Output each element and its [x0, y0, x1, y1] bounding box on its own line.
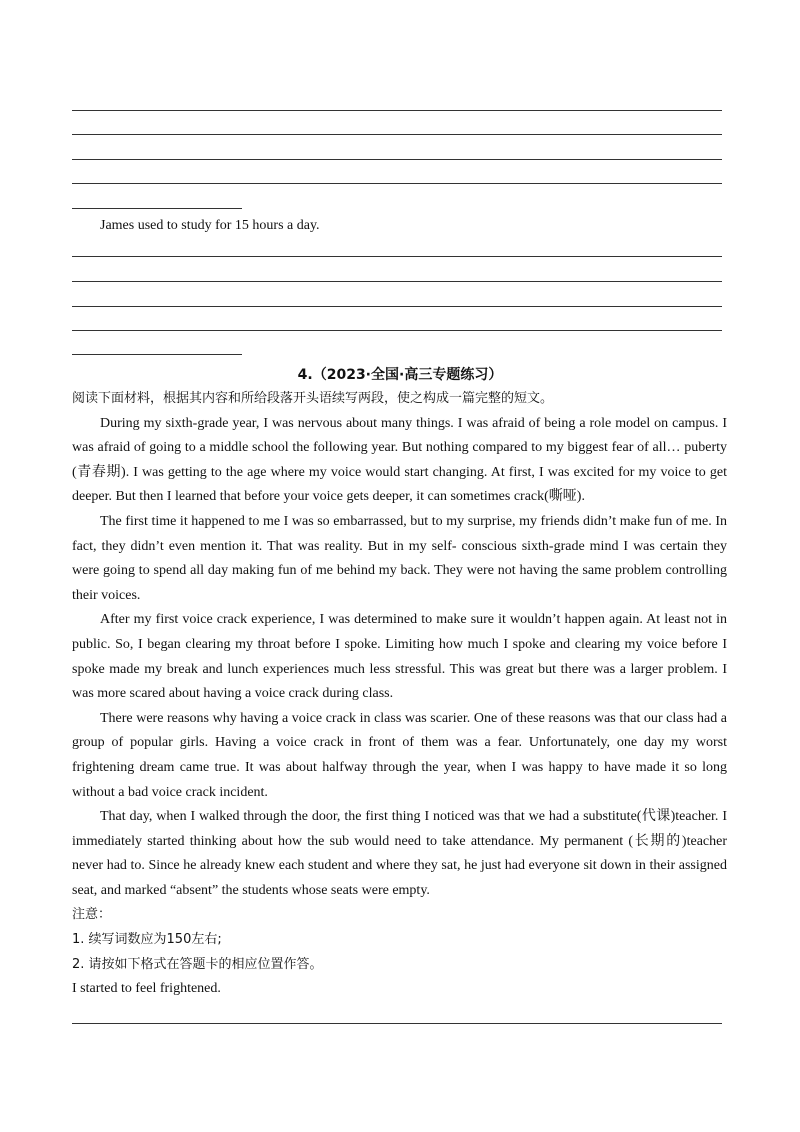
answer-line [72, 1023, 722, 1024]
passage-paragraph: That day, when I walked through the door, the first thing I noticed was that we had a substitute(代课)teacher. I immediately started thinking about how the sub would need to take attendance. My permanent (长期的)teacher never had to. Since he already knew each student and where they sat, he just had everyone sit down in their assigned seat, and marked “absent” the students whose seats were empty. [72, 809, 727, 898]
note-item: 1. 续写词数应为150左右; [72, 932, 222, 948]
answer-line [72, 159, 722, 160]
passage-paragraph: The first time it happened to me I was so embarrassed, but to my surprise, my friends didn’t make fun of me. In fact, they didn’t even mention it. That was reality. But in my self- conscious sixth-grade mind I was certain they were going to spend all day making fun of me behind my back. They were not having the same problem controlling their voices. [72, 513, 727, 603]
answer-line [72, 183, 722, 184]
answer-line-short [72, 354, 242, 355]
continuation-starter: I started to feel frightened. [72, 981, 221, 997]
answer-line [72, 134, 722, 135]
starter-sentence: James used to study for 15 hours a day. [100, 218, 320, 233]
question-heading [72, 364, 728, 384]
question-body [72, 387, 727, 1002]
note-item: 2. 请按如下格式在答题卡的相应位置作答。 [72, 956, 323, 972]
instruction: 阅读下面材料，根据其内容和所给段落开头语续写两段，使之构成一篇完整的短文。 [72, 391, 554, 406]
answer-line [72, 110, 722, 111]
answer-line [72, 281, 722, 282]
answer-line [72, 330, 722, 331]
passage-paragraph: During my sixth-grade year, I was nervous about many things. I was afraid of being a role model on campus. I was afraid of going to a middle school the following year. But nothing compared to my biggest fear of all… puberty (青春期). I was getting to the age where my voice would start changing. At first, I was excited for my voice to get deeper. But then I learned that before your voice gets deeper, it can sometimes crack(嘶哑). [72, 415, 727, 505]
answer-line [72, 306, 722, 307]
passage-paragraph: After my first voice crack experience, I was determined to make sure it wouldn’t happen again. At least not in public. So, I began clearing my throat before I spoke. Limiting how much I spoke and clearing my voice before I spoke made my break and lunch experiences much less stressful. This was great but there was a larger problem. I was more scared about having a voice crack during class. [72, 612, 727, 702]
question-heading-text: 4.（2023·全国·高三专题练习） [297, 367, 503, 383]
answer-line-short [72, 208, 242, 209]
answer-line [72, 256, 722, 257]
notes-label: 注意： [72, 907, 112, 923]
passage-paragraph: There were reasons why having a voice crack in class was scarier. One of these reasons was that our class had a group of popular girls. Having a voice crack in front of them was a fear. Unfortunately, one day my worst frightening dream came true. It was about halfway through the year, when I was happy to have made it so long without a bad voice crack incident. [72, 710, 727, 800]
paragraph-starter [100, 214, 700, 239]
